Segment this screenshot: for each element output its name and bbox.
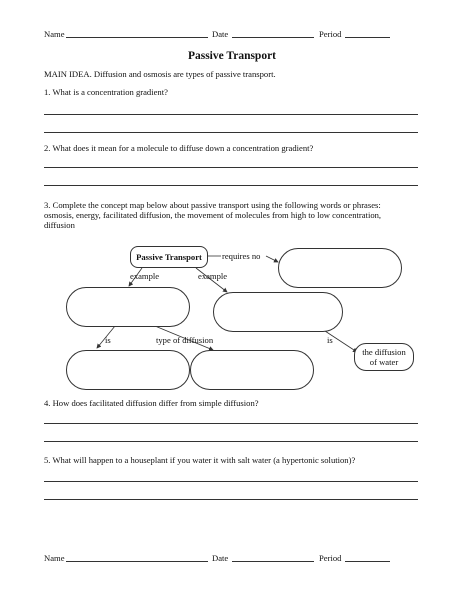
- footer-date-field[interactable]: [232, 561, 314, 562]
- answer-line[interactable]: [44, 481, 418, 482]
- page-title: Passive Transport: [187, 50, 277, 62]
- question-1: 1. What is a concentration gradient?: [44, 87, 168, 97]
- node-blank-is-left[interactable]: [66, 350, 190, 390]
- date-label: Date: [212, 29, 229, 39]
- label-requires-no: requires no: [222, 251, 261, 261]
- connector-requires-node: [266, 256, 278, 262]
- footer-name-label: Name: [44, 553, 65, 563]
- answer-line[interactable]: [44, 499, 418, 500]
- question-4: 4. How does facilitated diffusion differ from simple diffusion?: [44, 398, 259, 408]
- footer-period-field[interactable]: [345, 561, 390, 562]
- answer-line[interactable]: [44, 423, 418, 424]
- question-3-word-bank: osmosis, energy, facilitated diffusion, the movement of molecules from high to low concentration,: [44, 210, 382, 220]
- node-blank-type-of-diffusion[interactable]: [190, 350, 314, 390]
- label-is-right: is: [327, 335, 333, 345]
- node-blank-example-left[interactable]: [66, 287, 190, 327]
- main-idea: MAIN IDEA. Diffusion and osmosis are types of passive transport.: [44, 69, 276, 79]
- label-type-of-diffusion: type of diffusion: [156, 335, 214, 345]
- answer-line[interactable]: [44, 441, 418, 442]
- node-passive-transport: [130, 246, 208, 268]
- question-3: 3. Complete the concept map below about passive transport using the following words or phrases:: [44, 200, 381, 210]
- node-diffusion-of-water-line1: the diffusion: [362, 347, 406, 357]
- footer-date-label: Date: [212, 553, 229, 563]
- name-label: Name: [44, 29, 65, 39]
- node-blank-example-right[interactable]: [213, 292, 343, 332]
- footer-period-label: Period: [319, 553, 342, 563]
- question-2: 2. What does it mean for a molecule to diffuse down a concentration gradient?: [44, 143, 314, 153]
- node-passive-transport-label: Passive Transport: [136, 252, 202, 262]
- node-blank-energy[interactable]: [278, 248, 402, 288]
- node-diffusion-of-water-line2: of water: [369, 357, 399, 367]
- label-example-right: example: [198, 271, 228, 281]
- period-label: Period: [319, 29, 342, 39]
- node-diffusion-of-water: [354, 343, 414, 371]
- footer-name-field[interactable]: [66, 561, 208, 562]
- question-3-word-bank-end: diffusion: [44, 220, 75, 230]
- label-example-left: example: [130, 271, 160, 281]
- question-5: 5. What will happen to a houseplant if you water it with salt water (a hypertonic solution)?: [44, 455, 356, 465]
- label-is-left: is: [105, 335, 111, 345]
